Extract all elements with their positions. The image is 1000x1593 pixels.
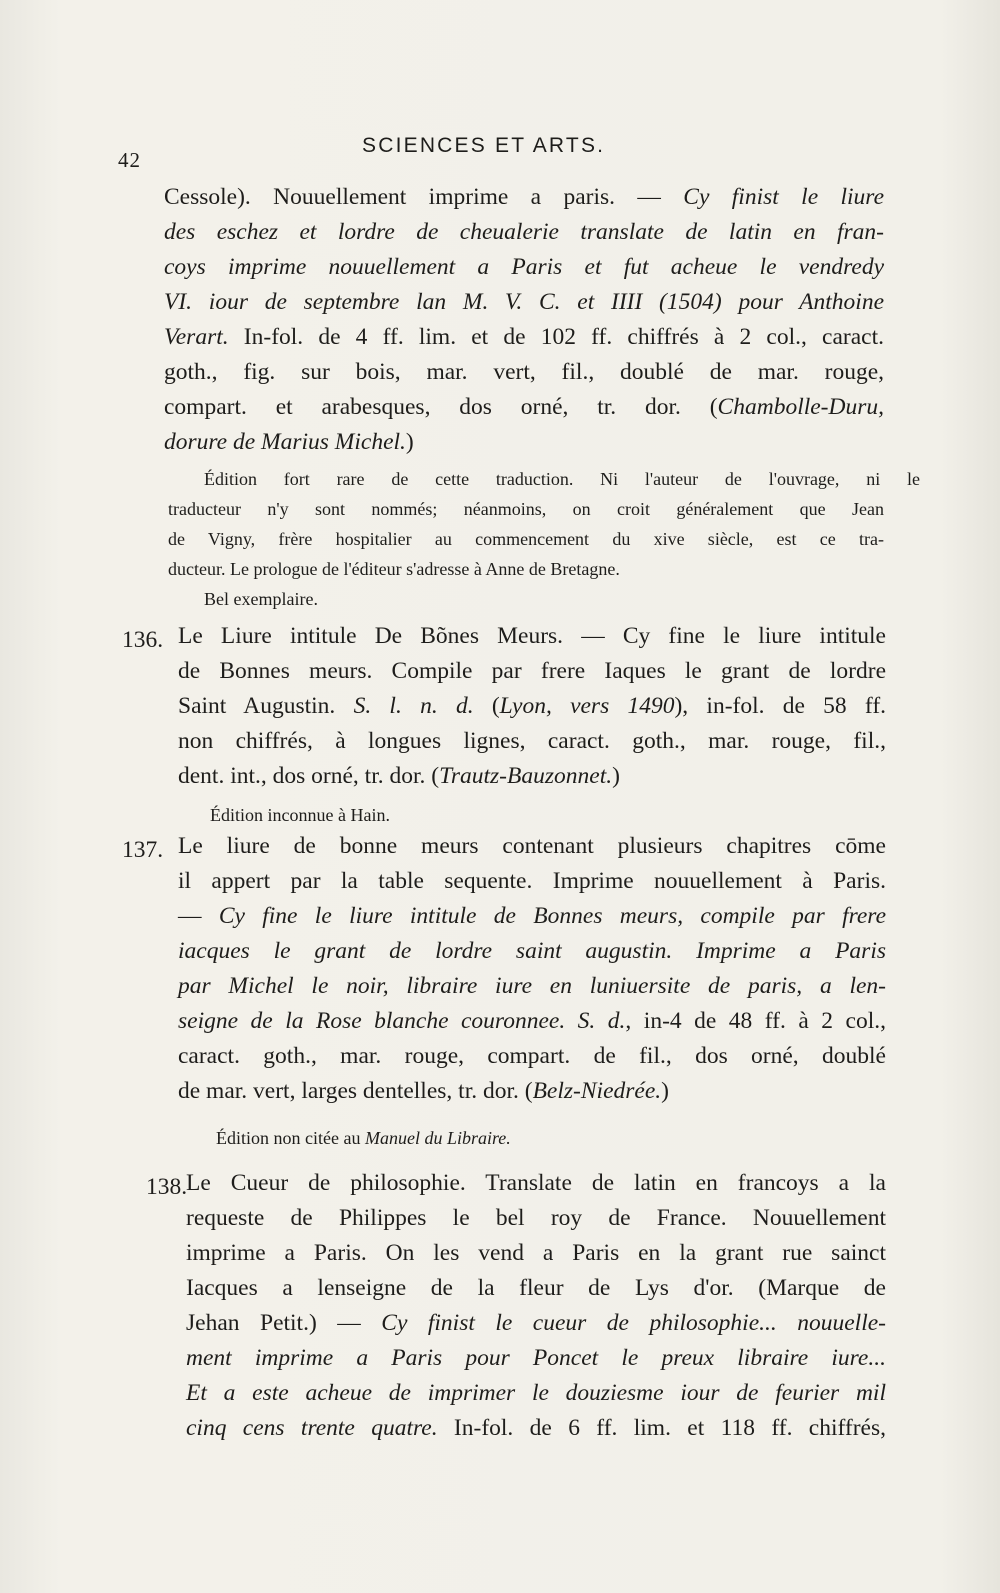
- entry-135-line: VI. iour de septembre lan M. V. C. et IIII (1504) pour Anthoine: [164, 289, 884, 315]
- entry-135-note-line: Bel exemplaire.: [204, 589, 318, 609]
- entry-135-note: [164, 464, 920, 614]
- entry-137-line: — Cy fine le liure intitule de Bonnes meurs, compile par frere: [178, 903, 887, 929]
- entry-138-line: requeste de Philippes le bel roy de France. Nouuellement: [186, 1205, 886, 1231]
- entry-138-line: Et a este acheue de imprimer le douziesme iour de feurier mil: [186, 1380, 886, 1406]
- entry-138-number: 138.: [146, 1174, 188, 1200]
- entry-135-continuation: [164, 180, 884, 460]
- entry-135-line: compart. et arabesques, dos orné, tr. dor. (Chambolle-Duru,: [164, 394, 884, 420]
- entry-136-line: Saint Augustin. S. l. n. d. (Lyon, vers 1490), in-fol. de 58 ff.: [178, 693, 887, 719]
- entry-137-line: Le liure de bonne meurs contenant plusieurs chapitres cōme: [178, 833, 886, 859]
- entry-135-line: Verart. In-fol. de 4 ff. lim. et de 102 ff. chiffrés à 2 col., caract.: [164, 324, 884, 350]
- entry-137-note: [216, 1123, 716, 1153]
- entry-135-line: des eschez et lordre de cheualerie translate de latin en fran-: [164, 219, 884, 245]
- entry-136-line: dent. int., dos orné, tr. dor. (Trautz-Bauzonnet.): [178, 763, 620, 789]
- entry-137-line: de mar. vert, larges dentelles, tr. dor. (Belz-Niedrée.): [178, 1078, 669, 1104]
- entry-136-line: Le Liure intitule De Bõnes Meurs. — Cy fine le liure intitule: [178, 623, 886, 649]
- entry-136-note: [210, 800, 610, 830]
- entry-135-note-line: Édition fort rare de cette traduction. Ni l'auteur de l'ouvrage, ni le: [204, 469, 920, 489]
- entry-135-line: coys imprime nouuellement a Paris et fut acheue le vendredy: [164, 254, 884, 280]
- entry-138-line: imprime a Paris. On les vend a Paris en la grant rue sainct: [186, 1240, 886, 1266]
- entry-138-line: ment imprime a Paris pour Poncet le preux libraire iure...: [186, 1345, 886, 1371]
- entry-138-line: Jehan Petit.) — Cy finist le cueur de philosophie... nouuelle-: [186, 1310, 886, 1336]
- entry-135-note-line: ducteur. Le prologue de l'éditeur s'adresse à Anne de Bretagne.: [168, 559, 620, 579]
- entry-138-line: Iacques a lenseigne de la fleur de Lys d'or. (Marque de: [186, 1275, 886, 1301]
- entry-135-line: dorure de Marius Michel.): [164, 429, 414, 455]
- entry-137-note-line: Édition non citée au Manuel du Libraire.: [216, 1128, 511, 1148]
- page-number: 42: [118, 148, 141, 172]
- entry-136-line: de Bonnes meurs. Compile par frere Iaques le grant de lordre: [178, 658, 886, 684]
- entry-135-line: Cessole). Nouuellement imprime a paris. — Cy finist le liure: [164, 184, 885, 210]
- entry-137-text: [178, 829, 886, 1109]
- entry-136-line: non chiffrés, à longues lignes, caract. goth., mar. rouge, fil.,: [178, 728, 886, 754]
- entry-138-text: [186, 1166, 886, 1446]
- entry-136-text: [178, 619, 886, 794]
- entry-135-note-line: traducteur n'y sont nommés; néanmoins, on croit généralement que Jean: [168, 499, 884, 519]
- entry-137-line: seigne de la Rose blanche couronnee. S. d., in-4 de 48 ff. à 2 col.,: [178, 1008, 886, 1034]
- entry-137-line: iacques le grant de lordre saint augustin. Imprime a Paris: [178, 938, 886, 964]
- entry-138-line: Le Cueur de philosophie. Translate de latin en francoys a la: [186, 1170, 886, 1196]
- entry-137-line: par Michel le noir, libraire iure en luniuersite de paris, a len-: [178, 973, 886, 999]
- running-title: SCIENCES ET ARTS.: [362, 134, 606, 157]
- entry-138-line: cinq cens trente quatre. In-fol. de 6 ff. lim. et 118 ff. chiffrés,: [186, 1415, 887, 1441]
- entry-137-line: caract. goth., mar. rouge, compart. de fil., dos orné, doublé: [178, 1043, 886, 1069]
- entry-135-line: goth., fig. sur bois, mar. vert, fil., doublé de mar. rouge,: [164, 359, 884, 385]
- entry-135-note-line: de Vigny, frère hospitalier au commencement du xive siècle, est ce tra-: [168, 529, 884, 549]
- entry-137-line: il appert par la table sequente. Imprime nouuellement à Paris.: [178, 868, 886, 894]
- entry-137-number: 137.: [122, 837, 164, 863]
- entry-136-number: 136.: [122, 627, 164, 653]
- entry-136-note-line: Édition inconnue à Hain.: [210, 805, 390, 825]
